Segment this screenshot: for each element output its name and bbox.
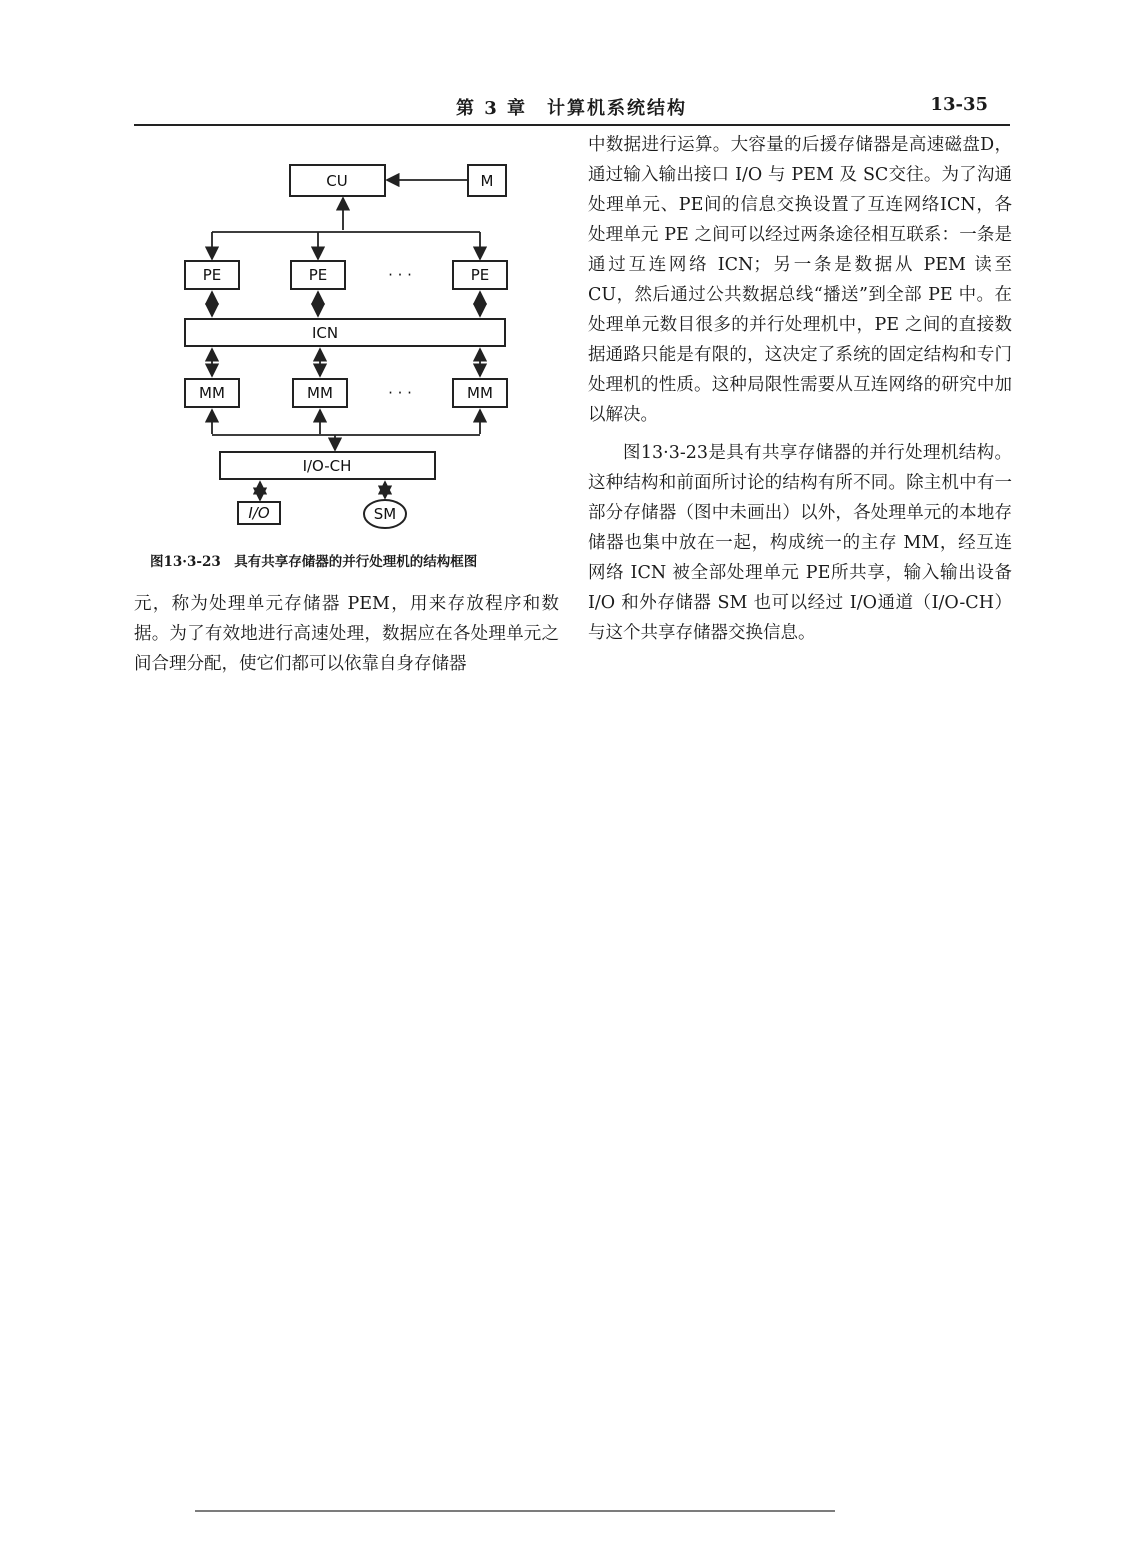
mm-label-1: MM: [199, 384, 225, 402]
chapter-title: 第 3 章 计算机系统结构: [456, 98, 688, 119]
mm-label-2: MM: [307, 384, 333, 402]
scan-artifact-line: [195, 1510, 835, 1512]
right-paragraph-2: 图13·3-23是具有共享存储器的并行处理机结构。这种结构和前面所讨论的结构有所不同。除主机中有一部分存储器（图中未画出）以外，各处理单元的本地存储器也集中放在一起，构成统一的主存 MM，经互连网络 ICN 被全部处理单元 PE所共享，输入输出设备 I/O 和外存储器 SM 也可以经过 I/O通道（I/O-CH）与这个共享存储器交换信息。: [588, 443, 1012, 643]
figure-13-3-23: [150, 150, 550, 570]
io-label: I/O: [248, 504, 270, 522]
running-header: [134, 90, 1010, 126]
pe-label-1: PE: [202, 266, 222, 284]
left-column: [134, 589, 559, 687]
parallel-processor-diagram: [150, 150, 550, 540]
left-paragraph-1: 元，称为处理单元存储器 PEM，用来存放程序和数据。为了有效地进行高速处理，数据应在各处理单元之间合理分配，使它们都可以依靠自身存储器: [134, 594, 559, 674]
icn-label: ICN: [311, 324, 339, 342]
mm-label-3: MM: [467, 384, 493, 402]
mm-ellipsis: · · ·: [388, 384, 412, 402]
cu-label: CU: [326, 172, 348, 190]
pe-ellipsis: · · ·: [388, 266, 412, 284]
icn-box: [185, 319, 505, 346]
sm-label: SM: [373, 505, 397, 523]
m-label: M: [480, 172, 494, 190]
figure-caption: 图13·3-23 具有共享存储器的并行处理机的结构框图: [150, 554, 478, 570]
io-ch-label: I/O-CH: [302, 457, 352, 475]
right-column: [588, 130, 1012, 656]
page-number: 13-35: [930, 94, 988, 115]
pe-label-3: PE: [470, 266, 490, 284]
pe-label-2: PE: [308, 266, 328, 284]
right-paragraph-1: 中数据进行运算。大容量的后援存储器是高速磁盘D，通过输入输出接口 I/O 与 PEM 及 SC交往。为了沟通处理单元、PE间的信息交换设置了互连网络ICN，各处理单元 PE 之间可以经过两条途径相互联系：一条是通过互连网络 ICN；另一条是数据从 PEM 读至 CU，然后通过公共数据总线“播送”到全部 PE 中。在处理单元数目很多的并行处理机中，PE 之间的直接数据通路只能是有限的，这决定了系统的固定结构和专门处理机的性质。这种局限性需要从互连网络的研究中加以解决。: [588, 135, 1012, 425]
